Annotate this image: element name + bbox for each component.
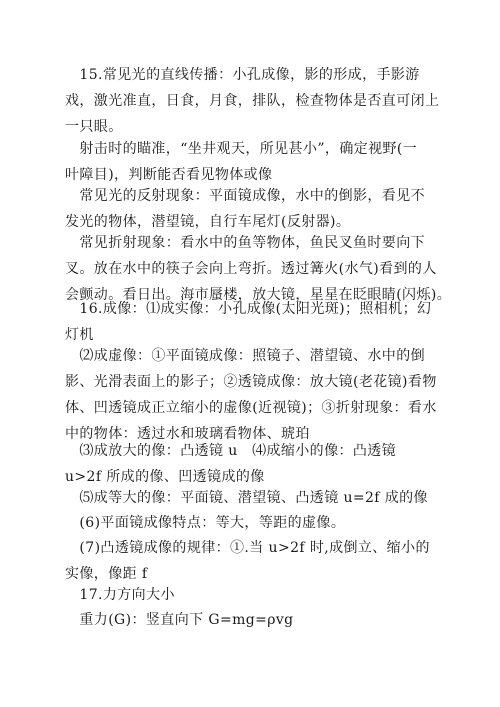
text-line: 中的物体：透过水和玻璃看物体、琥珀 <box>65 426 310 442</box>
text-line: ⑸成等大的像：平面镜、潜望镜、凸透镜 u=2f 成的像 <box>65 490 428 506</box>
text-line: ⑵成虚像：①平面镜成像：照镜子、潜望镜、水中的倒 <box>65 348 425 364</box>
text-line: 灯机 <box>65 327 94 343</box>
paragraph-reflection <box>65 183 445 235</box>
text-line: 15.常见光的直线传播：小孔成像，影的形成，手影游 <box>65 67 420 83</box>
paragraph-plane-mirror <box>65 510 445 536</box>
text-line: u>2f 所成的像、凹透镜成的像 <box>65 469 265 485</box>
text-line: (6)平面镜成像特点：等大，等距的虚像。 <box>65 515 346 531</box>
text-line: 会颤动。看日出。海市蜃楼，放大镜，星星在眨眼睛(闪烁)。 <box>65 287 452 303</box>
text-line: 戏，激光准直，日食，月食，排队，检查物体是否直可闭上 <box>65 93 440 109</box>
text-line: 实像，像距 f <box>65 566 148 582</box>
text-line: 17.力方向大小 <box>65 587 175 603</box>
text-line: 常见光的反射现象：平面镜成像，水中的倒影，看见不 <box>65 188 425 204</box>
paragraph-15 <box>65 62 445 140</box>
text-line: 体、凹透镜成正立缩小的虚像(近视镜)；③折射现象：看水 <box>65 400 437 416</box>
paragraph-virtual-image <box>65 343 445 447</box>
text-line: (7)凸透镜成像的规律：①.当 u>2f 时,成倒立、缩小的 <box>65 540 430 556</box>
text-line: 叶障目)，判断能否看见物体或像 <box>65 167 273 183</box>
text-line: 常见折射现象：看水中的鱼等物体，鱼民叉鱼时要向下 <box>65 235 425 251</box>
paragraph-enlarged-image <box>65 438 445 490</box>
paragraph-equal-image <box>65 485 445 511</box>
text-line: 影、光滑表面上的影子；②透镜成像：放大镜(老花镜)看物 <box>65 374 437 390</box>
text-line: 叉。放在水中的筷子会向上弯折。透过篝火(水气)看到的人 <box>65 261 437 277</box>
text-line: 16.成像：⑴成实像：小孔成像(太阳光斑)；照相机；幻 <box>65 301 432 317</box>
paragraph-convex-lens-rule <box>65 535 445 587</box>
paragraph-17 <box>65 582 445 608</box>
text-line: ⑶成放大的像：凸透镜 u ⑷成缩小的像：凸透镜 <box>65 443 397 459</box>
text-line: 重力(G)：竖直向下 G=mg=ρvg <box>65 612 294 628</box>
text-line: 发光的物体，潜望镜，自行车尾灯(反射器)。 <box>65 214 351 230</box>
text-line: 一只眼。 <box>65 119 123 135</box>
paragraph-16 <box>65 296 445 348</box>
paragraph-gravity <box>65 607 445 633</box>
paragraph-aiming <box>65 136 445 188</box>
text-line: 射击时的瞄准，“坐井观天，所见甚小”，确定视野(一 <box>65 141 418 157</box>
